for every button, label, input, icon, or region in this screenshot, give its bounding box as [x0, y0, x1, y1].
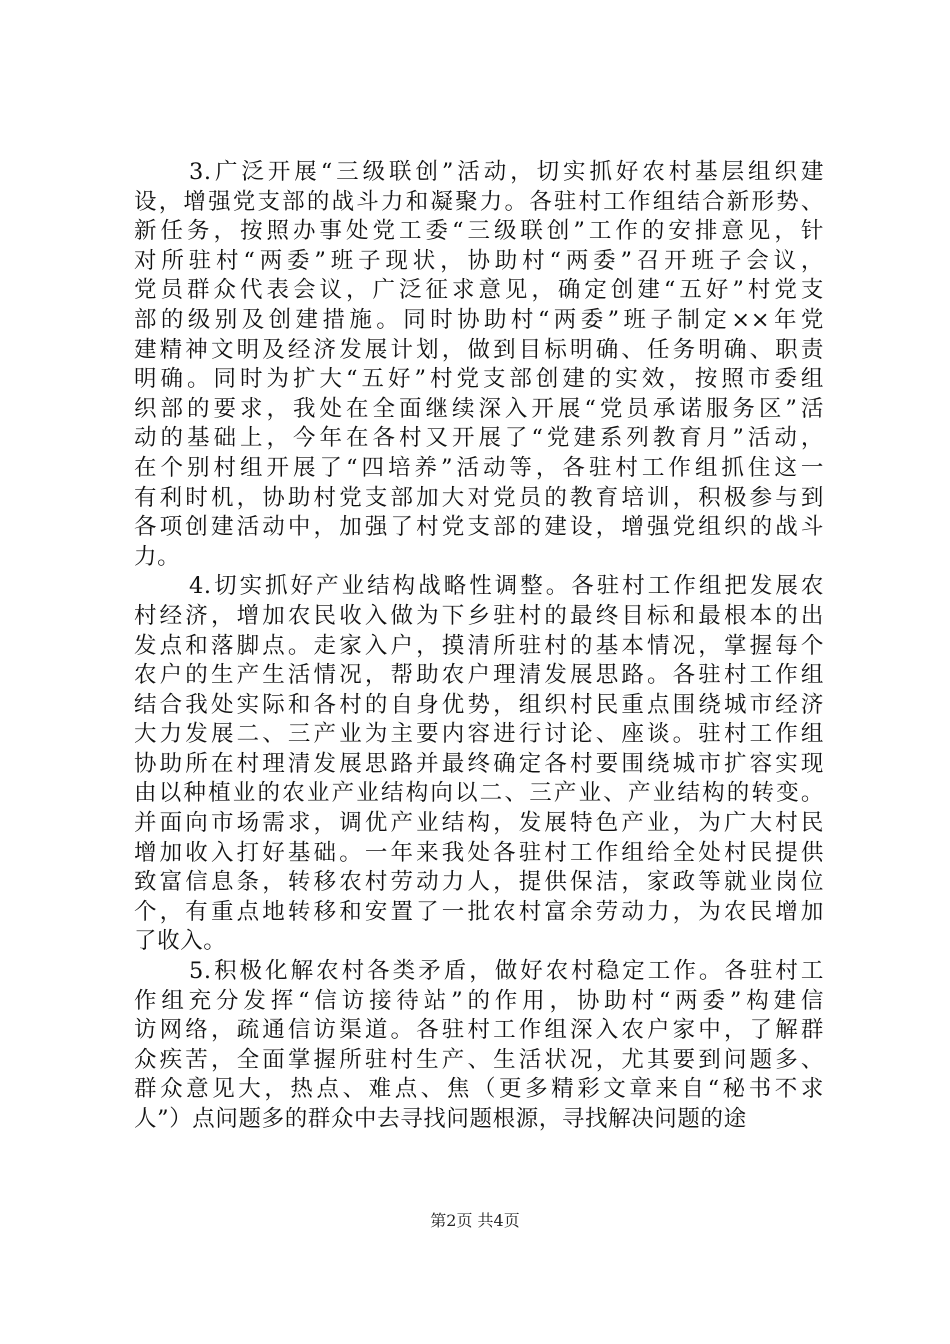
paragraph-line: 大力发展二、三产业为主要内容进行讨论、座谈。驻村工作组: [134, 721, 824, 748]
paragraph-line: 5.积极化解农村各类矛盾，做好农村稳定工作。各驻村工: [189, 958, 824, 985]
paragraph-line: 了收入。: [134, 928, 227, 955]
document-body: [134, 158, 824, 1135]
paragraph-line: 力。: [134, 543, 181, 570]
paragraph-line: 对所驻村“两委”班子现状，协助村“两委”召开班子会议，: [134, 247, 824, 274]
paragraph-line: 设，增强党支部的战斗力和凝聚力。各驻村工作组结合新形势、: [134, 188, 824, 215]
paragraph-line: 由以种植业的农业产业结构向以二、三产业、产业结构的转变。: [134, 780, 824, 807]
paragraph-line: 群众意见大，热点、难点、焦（更多精彩文章来自“秘书不求: [134, 1076, 824, 1103]
paragraph-line: 部的级别及创建措施。同时协助村“两委”班子制定××年党: [134, 306, 824, 333]
paragraph-line: 各项创建活动中，加强了村党支部的建设，增强党组织的战斗: [134, 514, 824, 541]
paragraph-line: 增加收入打好基础。一年来我处各驻村工作组给全处村民提供: [134, 839, 824, 866]
paragraph-line: 结合我处实际和各村的自身优势，组织村民重点围绕城市经济: [134, 691, 824, 718]
paragraph: [134, 957, 824, 1135]
paragraph-line: 农户的生产生活情况，帮助农户理清发展思路。各驻村工作组: [134, 662, 824, 689]
paragraph: [134, 572, 824, 957]
paragraph-line: 个，有重点地转移和安置了一批农村富余劳动力，为农民增加: [134, 898, 824, 925]
paragraph-line: 村经济，增加农民收入做为下乡驻村的最终目标和最根本的出: [134, 602, 824, 629]
paragraph-line: 党员群众代表会议，广泛征求意见，确定创建“五好”村党支: [134, 277, 824, 304]
paragraph-line: 有利时机，协助村党支部加大对党员的教育培训，积极参与到: [134, 484, 824, 511]
paragraph-line: 访网络，疏通信访渠道。各驻村工作组深入农户家中，了解群: [134, 1017, 824, 1044]
page-footer: 第2页 共4页: [430, 1211, 520, 1230]
paragraph-line: 建精神文明及经济发展计划，做到目标明确、任务明确、职责: [134, 336, 824, 363]
paragraph-line: 3.广泛开展“三级联创”活动，切实抓好农村基层组织建: [189, 159, 824, 185]
paragraph-line: 众疾苦，全面掌握所驻村生产、生活状况，尤其要到问题多、: [134, 1046, 824, 1073]
paragraph-line: 4.切实抓好产业结构战略性调整。各驻村工作组把发展农: [189, 573, 824, 600]
paragraph-line: 致富信息条，转移农村劳动力人，提供保洁，家政等就业岗位: [134, 869, 824, 896]
paragraph-line: 明确。同时为扩大“五好”村党支部创建的实效，按照市委组: [134, 366, 824, 393]
paragraph-line: 织部的要求，我处在全面继续深入开展“党员承诺服务区”活: [134, 395, 824, 422]
paragraph-line: 协助所在村理清发展思路并最终确定各村要围绕城市扩容实现: [134, 750, 824, 777]
paragraph-line: 在个别村组开展了“四培养”活动等，各驻村工作组抓住这一: [134, 454, 824, 481]
paragraph-line: 作组充分发挥“信访接待站”的作用，协助村“两委”构建信: [134, 987, 824, 1014]
paragraph-line: 新任务，按照办事处党工委“三级联创”工作的安排意见，针: [134, 218, 824, 245]
paragraph-line: 发点和落脚点。走家入户，摸清所驻村的基本情况，掌握每个: [134, 632, 824, 659]
paragraph: [134, 158, 824, 572]
paragraph-line: 人”）点问题多的群众中去寻找问题根源，寻找解决问题的途: [134, 1106, 747, 1132]
paragraph-line: 动的基础上，今年在各村又开展了“党建系列教育月”活动，: [134, 425, 824, 452]
paragraph-line: 并面向市场需求，调优产业结构，发展特色产业，为广大村民: [134, 810, 824, 837]
